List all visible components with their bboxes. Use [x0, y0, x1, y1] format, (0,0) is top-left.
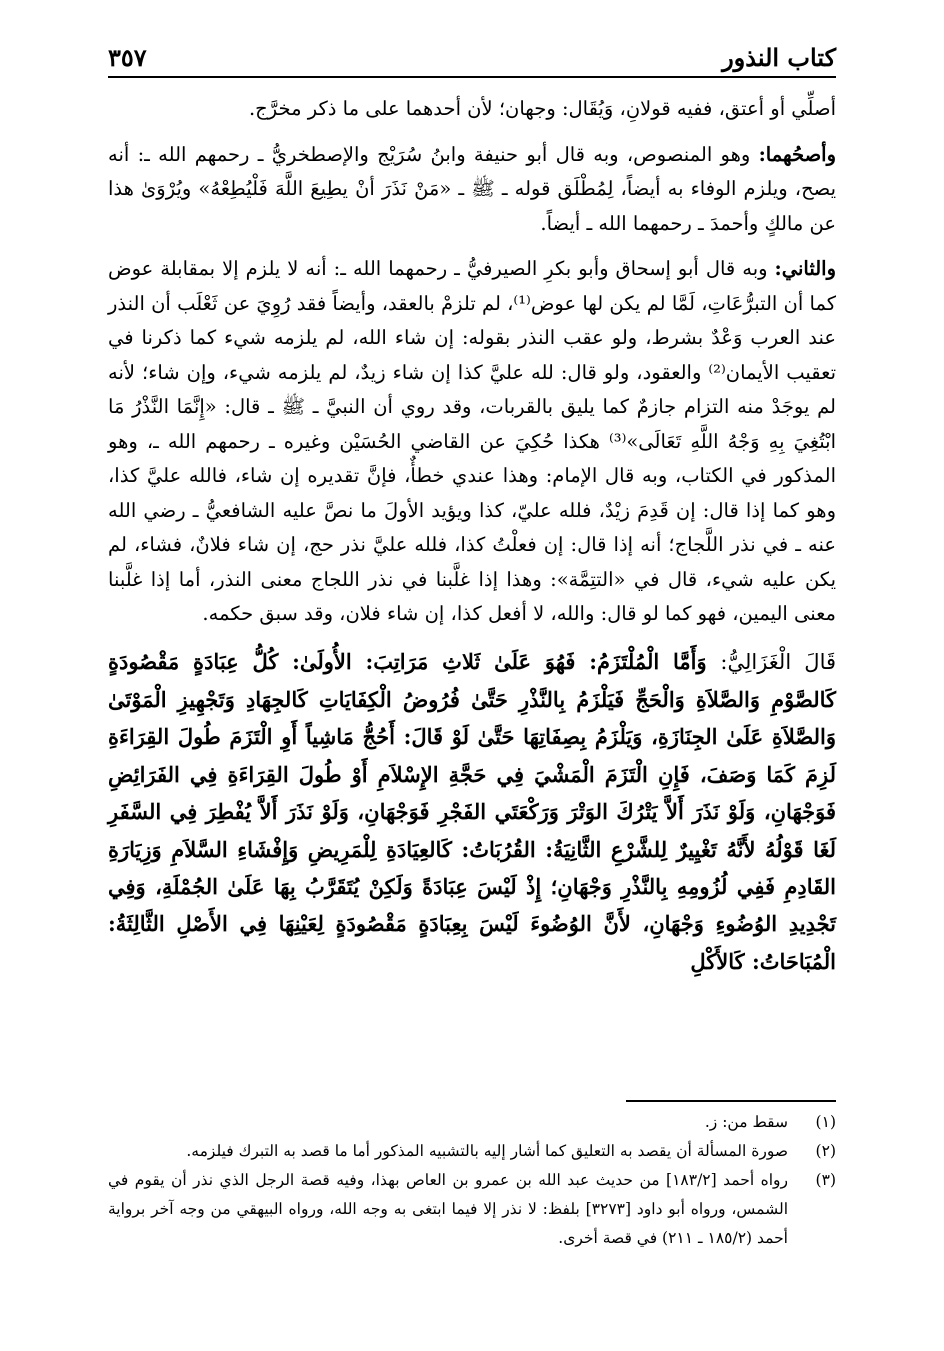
paragraph-3-lead: والثاني:	[774, 257, 836, 280]
paragraph-2-lead: وأصحُهما:	[758, 142, 836, 166]
matn-paragraph	[108, 643, 836, 981]
footnote-1-number: (١)	[815, 1113, 836, 1131]
paragraph-2	[108, 138, 836, 242]
matn-text: وَأَمَّا الْمُلْتَزَمُ: فَهُوَ عَلَىٰ ثَلاثِ مَرَاتِبَ: الأُولَىٰ: كُلُّ عِبَادَةٍ مَقْصُودَةٍ كَالصَّوْمِ وَالصَّلاَةِ وَالْحَجِّ فَيَلْزَمُ بِالنَّذْرِ حَتَّىٰ فُرُوضُ الْكِفَايَاتِ كَالجِهَادِ وَتَجْهِيزِ الْمَوْتَىٰ وَالصَّلاَةِ عَلَىٰ الجِنَازَةِ، وَيَلْزَمُ بِصِفَاتِهَا حَتَّىٰ لَوْ قَالَ: أَحُجُّ مَاشِياً أَوِ الْتَزَمَ طُولَ القِرَاءَةِ لَزِمَ كَمَا وَصَفَ، فَإِنِ الْتَزَمَ الْمَشْيَ فِي حَجَّةِ الإِسْلاَمِ أَوْ طُولَ القِرَاءَةِ فِي الفَرَائِضِ فَوَجْهَانِ، وَلَوْ نَذَرَ أَلاَّ يَتْرُكَ الوَتْرَ وَرَكْعَتَي الفَجْرِ فَوَجْهَانِ، وَلَوْ نَذَرَ أَلاَّ يُفْطِرَ فِي السَّفَرِ لَغَا قَوْلُهُ لأَنَّهُ تَغْيِيرٌ لِلشَّرْعِ الثَّانِيَةُ: القُرُبَاتُ: كَالعِيَادَةِ لِلْمَرِيضِ وَإِفْشَاءِ السَّلاَمِ وَزِيَارَةِ القَادِمِ فَفِي لُزُومِهِ بِالنَّذْرِ وَجْهَانِ؛ إِذْ لَيْسَ عِبَادَةً وَلَكِنْ يُتَقَرَّبُ بِهَا عَلَىٰ الجُمْلَةِ، وَفِي تَجْدِيدِ الوُضُوءِ وَجْهَانِ، لأَنَّ الوُضُوءَ لَيْسَ بِعِبَادَةٍ مَقْصُودَةٍ لِعَيْنِهَا فِي الأَصْلِ الثَّالِثَةُ: الْمُبَاحَاتُ: كَالأَكْلِ	[108, 648, 836, 974]
main-text	[108, 92, 836, 1001]
chapter-title: كتاب النذور	[722, 43, 836, 72]
footnote-3	[108, 1166, 836, 1253]
page-number: ٣٥٧	[108, 43, 147, 72]
footnote-2	[108, 1137, 836, 1166]
footnote-1	[108, 1108, 836, 1137]
matn-lead: قَالَ الْغَزَالِيُّ:	[720, 649, 837, 674]
footnote-2-number: (٢)	[815, 1142, 836, 1160]
paragraph-2-text: وهو المنصوص، وبه قال أبو حنيفة وابنُ سُرَيْج والإصطخريُّ ـ رحمهم الله ـ: أنه يصح، ويلزم الوفاء به أيضاً، لِمُطْلَق قوله ـ ﷺ ـ «مَنْ نَذَرَ أنْ يطِيعَ اللَّهَ فَلْيُطِعْهُ» ويُرْوَىٰ هذا عن مالكٍ وأحمدَ ـ رحمهما الله ـ أيضاً.	[108, 142, 836, 235]
footnote-2-text: صورة المسألة أن يقصد به التعليق كما أشار إليه بالتشبيه المذكور أما ما قصد به التبرك فيلزمه.	[186, 1142, 788, 1160]
footnote-3-text: رواه أحمد [١٨٣/٢] من حديث عبد الله بن عمرو بن العاص بهذا، وفيه قصة الرجل الذي نذر أن يقوم في الشمس، ورواه أبو داود [٣٢٧٣] بلفظ: لا نذر إلا فيما ابتغى به وجه الله، ورواه البيهقي من وجه آخر برواية أحمد (١٨٥/٢ ـ ٢١١) في قصة أخرى.	[108, 1171, 789, 1247]
paragraph-3-text: وبه قال أبو إسحاق وأبو بكرِ الصيرفيُّ ـ رحمهما الله ـ: أنه لا يلزم إلا بمقابلة عوض كما أن التبرُّعَاتِ، لَمَّا لم يكن لها عوض⁽¹⁾، لم تلزمْ بالعقد، وأيضاً فقد رُوِيَ عن ثَعْلَب أن النذر عند العرب وَعْدٌ بشرط، ولو عقب النذر بقوله: إن شاء الله، لم يلزمه شيء كما ذكرنا في تعقيب الأيمان⁽²⁾ والعقود، ولو قال: لله عليَّ كذا إن شاء زيدٌ، لم يلزمه شيء، وإن شاء؛ لأنه لم يوجَدْ منه التزام جازمٌ كما يليق بالقربات، وقد روي أن النبيَّ ـ ﷺ ـ قال: «إِنَّمَا النَّذْرُ مَا ابْتُغِيَ بِهِ وَجْهُ اللَّهِ تَعَالَى»⁽³⁾ هكذا حُكِيَ عن القاضي الحُسَيْن وغيره ـ رحمهم الله ـ، وهو المذكور في الكتاب، وبه قال الإمام: وهذا عندي خطأٌ، فإنَّ تقديره إن شاء، فالله عليَّ كذا، وهو كما إذا قال: إن قَدِمَ زيْدٌ، فلله عليّ، كذا ويؤيد الأولَ ما نصَّ عليه الشافعيُّ ـ رضي الله عنه ـ في نذر اللَّجاج؛ أنه إذا قال: إن فعلْتُ كذا، فلله عليَّ نذر حج، إن شاء فلانٌ، فشاء، لم يكن عليه شيء، قال في «التتِمَّة»: وهذا إذا غلَّبنا في نذر اللجاج معنى النذر، أما إذا غلَّبنا معنى اليمين، فهو كما لو قال: والله، لا أفعل كذا، إن شاء فلان، وقد سبق حكمه.	[108, 257, 836, 625]
footnote-1-text: سقط من: ز.	[704, 1113, 788, 1131]
footnote-3-number: (٣)	[815, 1171, 836, 1189]
paragraph-1	[108, 92, 836, 127]
page-header	[108, 40, 836, 78]
footnote-divider	[626, 1100, 836, 1102]
paragraph-3	[108, 252, 836, 632]
footnotes	[108, 1108, 836, 1253]
paragraph-1-text: أصلِّي أو أعتق، ففيه قولانِ، وَيُقَال: وجهان؛ لأن أحدهما على ما ذكر مخرَّج.	[248, 97, 836, 120]
